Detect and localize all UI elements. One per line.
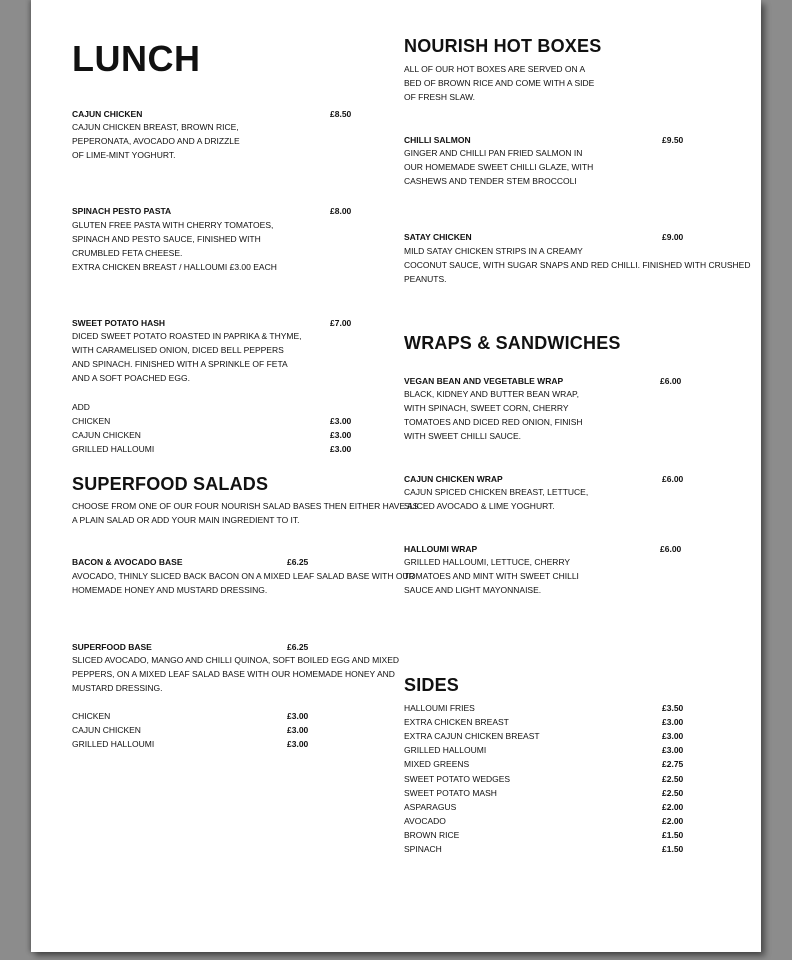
- side-price: £1.50: [662, 829, 684, 840]
- hotbox-item-name: SATAY CHICKEN: [404, 232, 472, 242]
- lunch-item-name: SWEET POTATO HASH: [72, 318, 166, 328]
- add-on-price: £3.00: [330, 416, 352, 426]
- side-price: £2.75: [662, 759, 684, 770]
- add-on-price: £3.00: [287, 711, 309, 721]
- side-row: [404, 729, 684, 743]
- side-name: SWEET POTATO MASH: [404, 787, 497, 798]
- side-name: GRILLED HALLOUMI: [404, 745, 487, 756]
- add-on-price: £3.00: [287, 725, 309, 735]
- wrap-item-name: VEGAN BEAN AND VEGETABLE WRAP: [404, 376, 564, 386]
- hotbox-item-description: GINGER AND CHILLI PAN FRIED SALMON IN OUR HOMEMADE SWEET CHILLI GLAZE, WITH CASHEWS AND TENDER STEM BROCCOLI: [404, 148, 594, 186]
- lunch-item-name: SPINACH PESTO PASTA: [72, 206, 172, 216]
- add-on-row: [72, 428, 352, 442]
- wrap-item-price: £6.00: [662, 474, 684, 484]
- salad-item-description: AVOCADO, THINLY SLICED BACK BACON ON A MIXED LEAF SALAD BASE WITH OUR HOMEMADE HONEY AND MUSTARD DRESSING.: [72, 571, 415, 595]
- side-price: £2.00: [662, 801, 684, 812]
- lunch-title: LUNCH: [72, 38, 201, 79]
- salad-add-on-row: [72, 737, 309, 751]
- add-label: ADD: [72, 402, 90, 412]
- side-price: £2.50: [662, 787, 684, 798]
- salad-add-on-row: [72, 723, 309, 737]
- lunch-item-description: GLUTEN FREE PASTA WITH CHERRY TOMATOES, SPINACH AND PESTO SAUCE, FINISHED WITH CRUMBLED FETA CHEESE. EXTRA CHICKEN BREAST / HALLOUMI £3.00 EACH: [72, 220, 277, 272]
- add-on-name: GRILLED HALLOUMI: [72, 739, 155, 749]
- salad-item-name: BACON & AVOCADO BASE: [72, 557, 183, 567]
- side-name: ASPARAGUS: [404, 801, 457, 812]
- wrap-item-price: £6.00: [660, 544, 682, 554]
- add-on-price: £3.00: [287, 739, 309, 749]
- side-name: EXTRA CHICKEN BREAST: [404, 717, 509, 728]
- side-row: [404, 814, 684, 828]
- superfood-intro: CHOOSE FROM ONE OF OUR FOUR NOURISH SALAD BASES THEN EITHER HAVE AS A PLAIN SALAD OR ADD YOUR MAIN INGREDIENT TO IT.: [72, 501, 419, 525]
- superfood-title: SUPERFOOD SALADS: [72, 474, 269, 494]
- add-on-row: [72, 442, 352, 456]
- lunch-item-price: £7.00: [330, 318, 352, 328]
- side-row: [404, 715, 684, 729]
- add-on-name: CHICKEN: [72, 711, 111, 721]
- side-price: £3.00: [662, 745, 684, 756]
- salad-item-description: SLICED AVOCADO, MANGO AND CHILLI QUINOA, SOFT BOILED EGG AND MIXED PEPPERS, ON A MIXED LEAF SALAD BASE WITH OUR HOMEMADE HONEY AND MUSTARD DRESSING.: [72, 655, 400, 693]
- hotbox-item-price: £9.00: [662, 232, 684, 242]
- salad-add-on-row: [72, 709, 309, 723]
- side-price: £2.50: [662, 773, 684, 784]
- salad-item-name: SUPERFOOD BASE: [72, 642, 152, 652]
- side-name: BROWN RICE: [404, 829, 460, 840]
- wrap-item-name: HALLOUMI WRAP: [404, 544, 478, 554]
- add-on-name: CHICKEN: [72, 416, 111, 426]
- side-name: SPINACH: [404, 844, 442, 854]
- lunch-item-price: £8.50: [330, 109, 352, 119]
- side-row: [404, 786, 684, 800]
- wrap-item-name: CAJUN CHICKEN WRAP: [404, 474, 503, 484]
- lunch-item-description: DICED SWEET POTATO ROASTED IN PAPRIKA & THYME, WITH CARAMELISED ONION, DICED BELL PEPPERS AND SPINACH. FINISHED WITH A SPRINKLE OF FETA AND A SOFT POACHED EGG.: [72, 331, 302, 383]
- lunch-item-name: CAJUN CHICKEN: [72, 109, 143, 119]
- side-price: £3.00: [662, 717, 684, 728]
- side-name: AVOCADO: [404, 815, 446, 826]
- side-row: [404, 701, 684, 715]
- add-on-price: £3.00: [330, 444, 352, 454]
- hotbox-item-price: £9.50: [662, 135, 684, 145]
- salad-item-price: £6.25: [287, 642, 309, 652]
- wrap-item-description: CAJUN SPICED CHICKEN BREAST, LETTUCE, SLICED AVOCADO & LIME YOGHURT.: [404, 487, 589, 511]
- side-name: SWEET POTATO WEDGES: [404, 773, 511, 784]
- side-price: £3.50: [662, 703, 684, 713]
- hotbox-item-name: CHILLI SALMON: [404, 135, 471, 145]
- side-row: [404, 743, 684, 757]
- side-row: [404, 842, 684, 856]
- side-price: £1.50: [662, 844, 684, 854]
- add-on-name: CAJUN CHICKEN: [72, 430, 141, 440]
- add-on-price: £3.00: [330, 430, 352, 440]
- hotboxes-intro: ALL OF OUR HOT BOXES ARE SERVED ON A BED OF BROWN RICE AND COME WITH A SIDE OF FRESH SLAW.: [404, 64, 595, 102]
- lunch-item-description: CAJUN CHICKEN BREAST, BROWN RICE, PEPERONATA, AVOCADO AND A DRIZZLE OF LIME-MINT YOGHURT.: [72, 122, 240, 160]
- wrap-item-description: GRILLED HALLOUMI, LETTUCE, CHERRY TOMATOES AND MINT WITH SWEET CHILLI SAUCE AND LIGHT MAYONNAISE.: [404, 557, 579, 595]
- add-on-row: [72, 414, 352, 428]
- side-row: [404, 757, 684, 771]
- wrap-item-price: £6.00: [660, 376, 682, 386]
- side-name: HALLOUMI FRIES: [404, 703, 475, 713]
- hotboxes-title: NOURISH HOT BOXES: [404, 36, 602, 56]
- add-on-name: CAJUN CHICKEN: [72, 725, 141, 735]
- side-name: EXTRA CAJUN CHICKEN BREAST: [404, 731, 540, 742]
- side-price: £2.00: [662, 815, 684, 826]
- side-name: MIXED GREENS: [404, 759, 470, 770]
- side-row: [404, 800, 684, 814]
- lunch-item-price: £8.00: [330, 206, 352, 216]
- side-price: £3.00: [662, 731, 684, 742]
- sides-title: SIDES: [404, 675, 460, 695]
- add-on-name: GRILLED HALLOUMI: [72, 444, 155, 454]
- menu-page: [31, 0, 761, 952]
- side-row: [404, 828, 684, 842]
- hotbox-item-description: MILD SATAY CHICKEN STRIPS IN A CREAMY COCONUT SAUCE, WITH SUGAR SNAPS AND RED CHILLI. FINISHED WITH CRUSHED PEANUTS.: [404, 246, 751, 284]
- side-row: [404, 772, 684, 786]
- salad-item-price: £6.25: [287, 557, 309, 567]
- wrap-item-description: BLACK, KIDNEY AND BUTTER BEAN WRAP, WITH SPINACH, SWEET CORN, CHERRY TOMATOES AND DICED RED ONION, FINISH WITH SWEET CHILLI SAUCE.: [404, 389, 583, 441]
- wraps-title: WRAPS & SANDWICHES: [404, 333, 621, 353]
